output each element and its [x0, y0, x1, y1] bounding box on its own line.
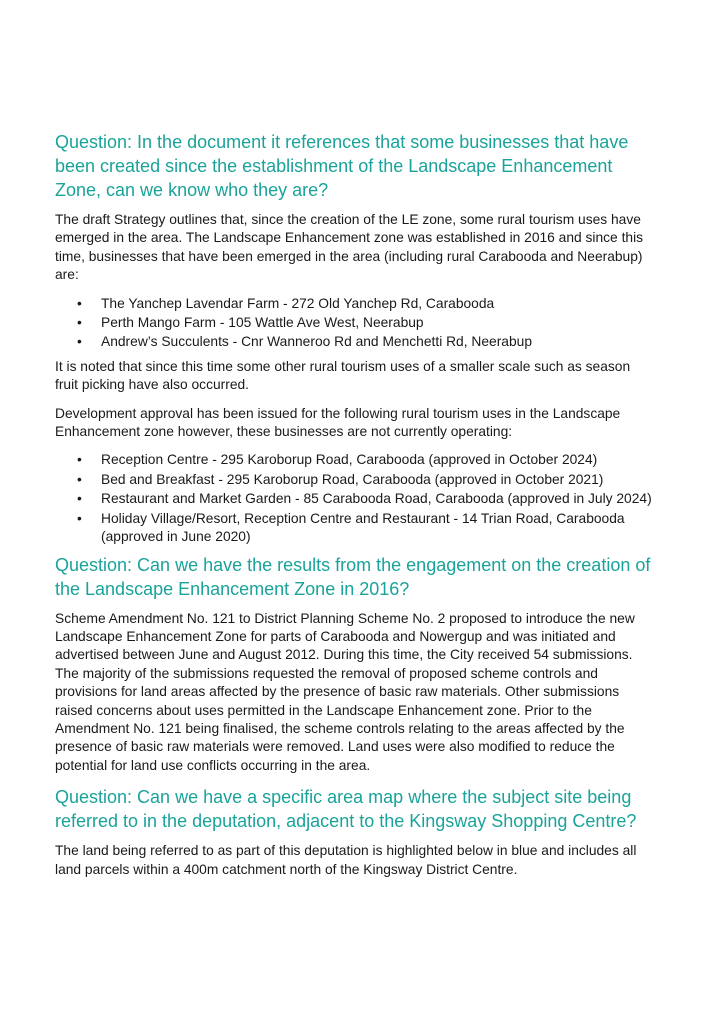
paragraph-deputation-land: The land being referred to as part of this deputation is highlighted below in blue and includes all land parcels within a 400m catchment north of the Kingsway District Centre. — [55, 843, 637, 877]
list-item-text: Reception Centre - 295 Karoborup Road, Carabooda (approved in October 2024) — [101, 452, 598, 468]
question-heading-engagement: Question: Can we have the results from the engagement on the creation of the Landscape Enhancement Zone in 2016? — [55, 554, 651, 599]
list-item-text: The Yanchep Lavendar Farm - 272 Old Yanchep Rd, Carabooda — [101, 295, 495, 311]
list-emerged-businesses — [55, 295, 655, 352]
list-item — [77, 510, 655, 547]
bullet-icon: • — [77, 315, 82, 331]
list-item — [77, 490, 655, 508]
list-item-text: Restaurant and Market Garden - 85 Carabooda Road, Carabooda (approved in July 2024) — [101, 491, 652, 507]
list-item — [77, 471, 655, 489]
list-item-text: Perth Mango Farm - 105 Wattle Ave West, Neerabup — [101, 315, 424, 331]
bullet-icon: • — [77, 452, 82, 468]
list-item — [77, 451, 655, 469]
paragraph-development-approval: Development approval has been issued for the following rural tourism uses in the Landscape Enhancement zone however, these businesses are not currently operating: — [55, 405, 621, 440]
paragraph-smaller-uses: It is noted that since this time some other rural tourism uses of a smaller scale such as season fruit picking have also occurred. — [55, 358, 631, 393]
bullet-icon: • — [77, 334, 82, 350]
section-engagement-results — [55, 553, 655, 776]
section-area-map — [55, 785, 655, 879]
list-item — [77, 333, 655, 351]
list-item-text: Bed and Breakfast - 295 Karoborup Road, Carabooda (approved in October 2021) — [101, 471, 604, 487]
bullet-icon: • — [77, 295, 82, 311]
document-page — [55, 130, 655, 889]
paragraph-strategy-outline: The draft Strategy outlines that, since the creation of the LE zone, some rural tourism uses have emerged in the area. The Landscape Enhancement zone was established in 2016 and since this time, businesses that have been emerged in the area (including rural Carabooda and Neerabup) are: — [55, 212, 644, 283]
list-item-text: Andrew’s Succulents - Cnr Wanneroo Rd and Menchetti Rd, Neerabup — [101, 334, 532, 350]
question-heading-businesses: Question: In the document it references that some businesses that have been created since the establishment of the Landscape Enhancement Zone, can we know who they are? — [55, 132, 629, 200]
section-businesses — [55, 130, 655, 547]
list-item-text: Holiday Village/Resort, Reception Centre and Restaurant - 14 Trian Road, Carabooda (approved in June 2020) — [101, 510, 625, 545]
paragraph-scheme-amendment: Scheme Amendment No. 121 to District Planning Scheme No. 2 proposed to introduce the new Landscape Enhancement Zone for parts of Carabooda and Nowergup and was initiated and advertised between June and August 2012. During this time, the City received 54 submissions. The majority of the submissions requested the removal of proposed scheme controls and provisions for land areas affected by the presence of basic raw materials. Other submissions raised concerns about uses permitted in the Landscape Enhancement zone. Prior to the Amendment No. 121 being finalised, the scheme controls relating to the areas affected by the presence of basic raw materials were removed. Land uses were also modified to reduce the potential for land use conflicts occurring in the area. — [55, 610, 635, 773]
bullet-icon: • — [77, 510, 82, 526]
list-item — [77, 295, 655, 313]
list-item — [77, 314, 655, 332]
bullet-icon: • — [77, 471, 82, 487]
list-approved-uses — [55, 451, 655, 546]
bullet-icon: • — [77, 491, 82, 507]
question-heading-area-map: Question: Can we have a specific area map where the subject site being referred to in the deputation, adjacent to the Kingsway Shopping Centre? — [55, 787, 637, 832]
